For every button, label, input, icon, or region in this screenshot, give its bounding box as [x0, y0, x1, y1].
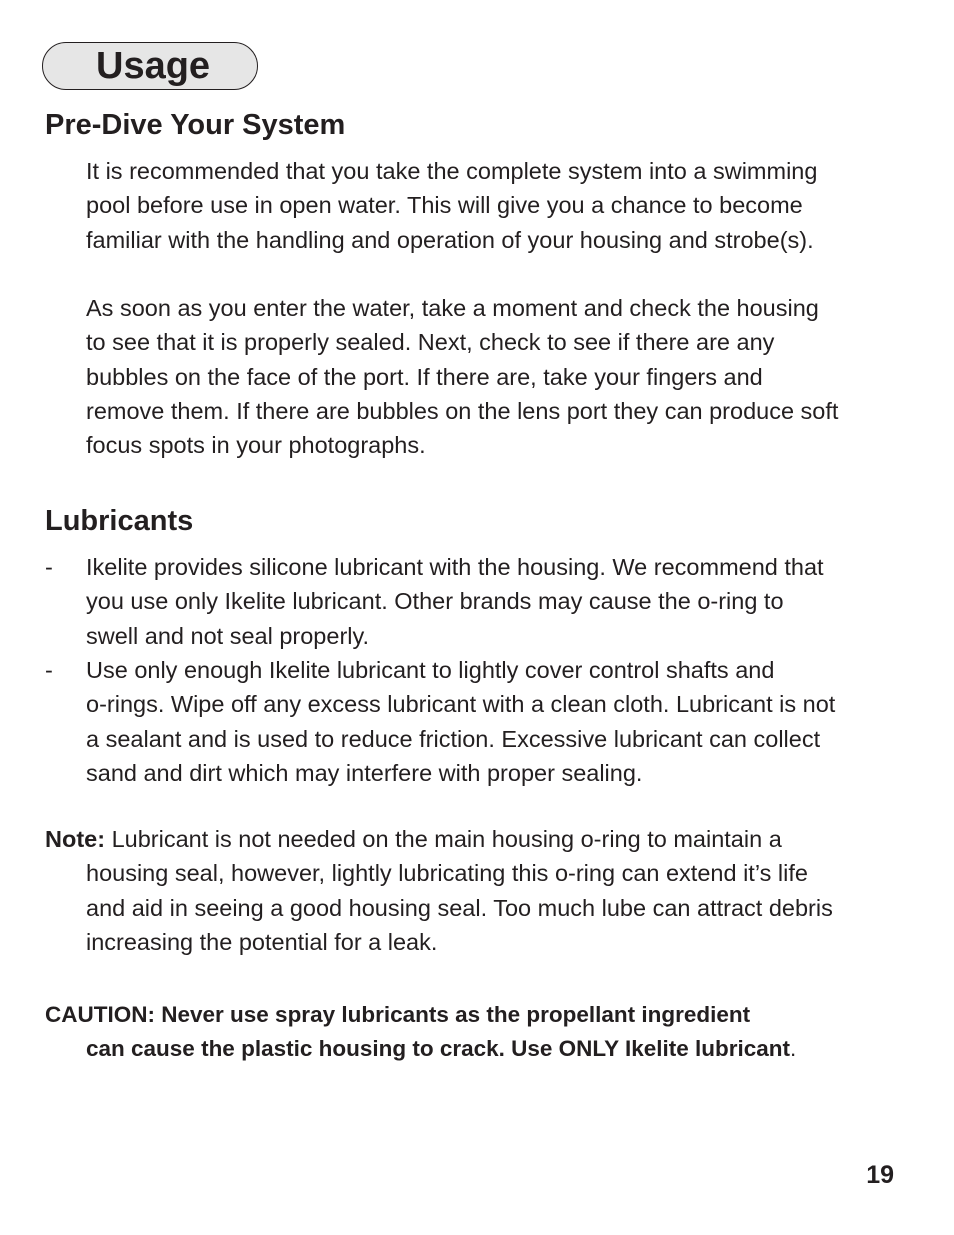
text-line: and aid in seeing a good housing seal. Too much lube can attract debris [86, 894, 833, 921]
text-line: o-rings. Wipe off any excess lubricant with a clean cloth. Lubricant is not [86, 691, 836, 718]
caution-line-2 [45, 1032, 915, 1066]
caution-block [45, 998, 915, 1067]
pre-dive-paragraph-2 [86, 291, 916, 462]
text-line: As soon as you enter the water, take a moment and check the housing [86, 295, 819, 321]
pre-dive-paragraph-1 [86, 154, 916, 257]
lubricants-bullet-1 [86, 550, 916, 653]
pre-dive-heading: Pre-Dive Your System [45, 109, 346, 141]
text-line: pool before use in open water. This will give you a chance to become [86, 192, 803, 219]
note-first-line [45, 822, 915, 856]
section-label-pill [42, 42, 258, 90]
text-line: you use only Ikelite lubricant. Other brands may cause the o-ring to [86, 588, 784, 615]
lubricants-bullet-2 [86, 653, 916, 790]
caution-line-1: CAUTION: Never use spray lubricants as the propellant ingredient [45, 1002, 751, 1027]
text-line: familiar with the handling and operation of your housing and strobe(s). [86, 226, 814, 253]
note-label: Note: [45, 826, 106, 852]
text-line: bubbles on the face of the port. If there are, take your fingers and [86, 363, 763, 390]
text-line: swell and not seal properly. [86, 622, 370, 649]
caution-period: . [790, 1036, 797, 1062]
text-line: Lubricant is not needed on the main housing o-ring to maintain a [105, 826, 782, 852]
note-block [45, 822, 915, 959]
text-line: to see that it is properly sealed. Next, check to see if there are any [86, 329, 775, 356]
text-line: focus spots in your photographs. [86, 432, 426, 459]
text-line: housing seal, however, lightly lubricating this o-ring can extend it’s life [86, 860, 808, 887]
text-line: increasing the potential for a leak. [86, 928, 438, 955]
text-line: Use only enough Ikelite lubricant to lightly cover control shafts and [86, 657, 775, 683]
text-line: sand and dirt which may interfere with proper sealing. [86, 759, 643, 786]
bullet-marker: - [45, 554, 53, 580]
page-number: 19 [866, 1161, 894, 1189]
lubricants-heading: Lubricants [45, 505, 194, 537]
bullet-marker: - [45, 657, 53, 683]
text-line: a sealant and is used to reduce friction. Excessive lubricant can collect [86, 725, 821, 752]
text-line: remove them. If there are bubbles on the lens port they can produce soft [86, 397, 839, 424]
text-line: can cause the plastic housing to crack. Use ONLY Ikelite lubricant [86, 1036, 790, 1062]
text-line: Ikelite provides silicone lubricant with the housing. We recommend that [86, 554, 824, 580]
section-label: Usage [96, 45, 211, 87]
text-line: It is recommended that you take the complete system into a swimming [86, 158, 818, 184]
